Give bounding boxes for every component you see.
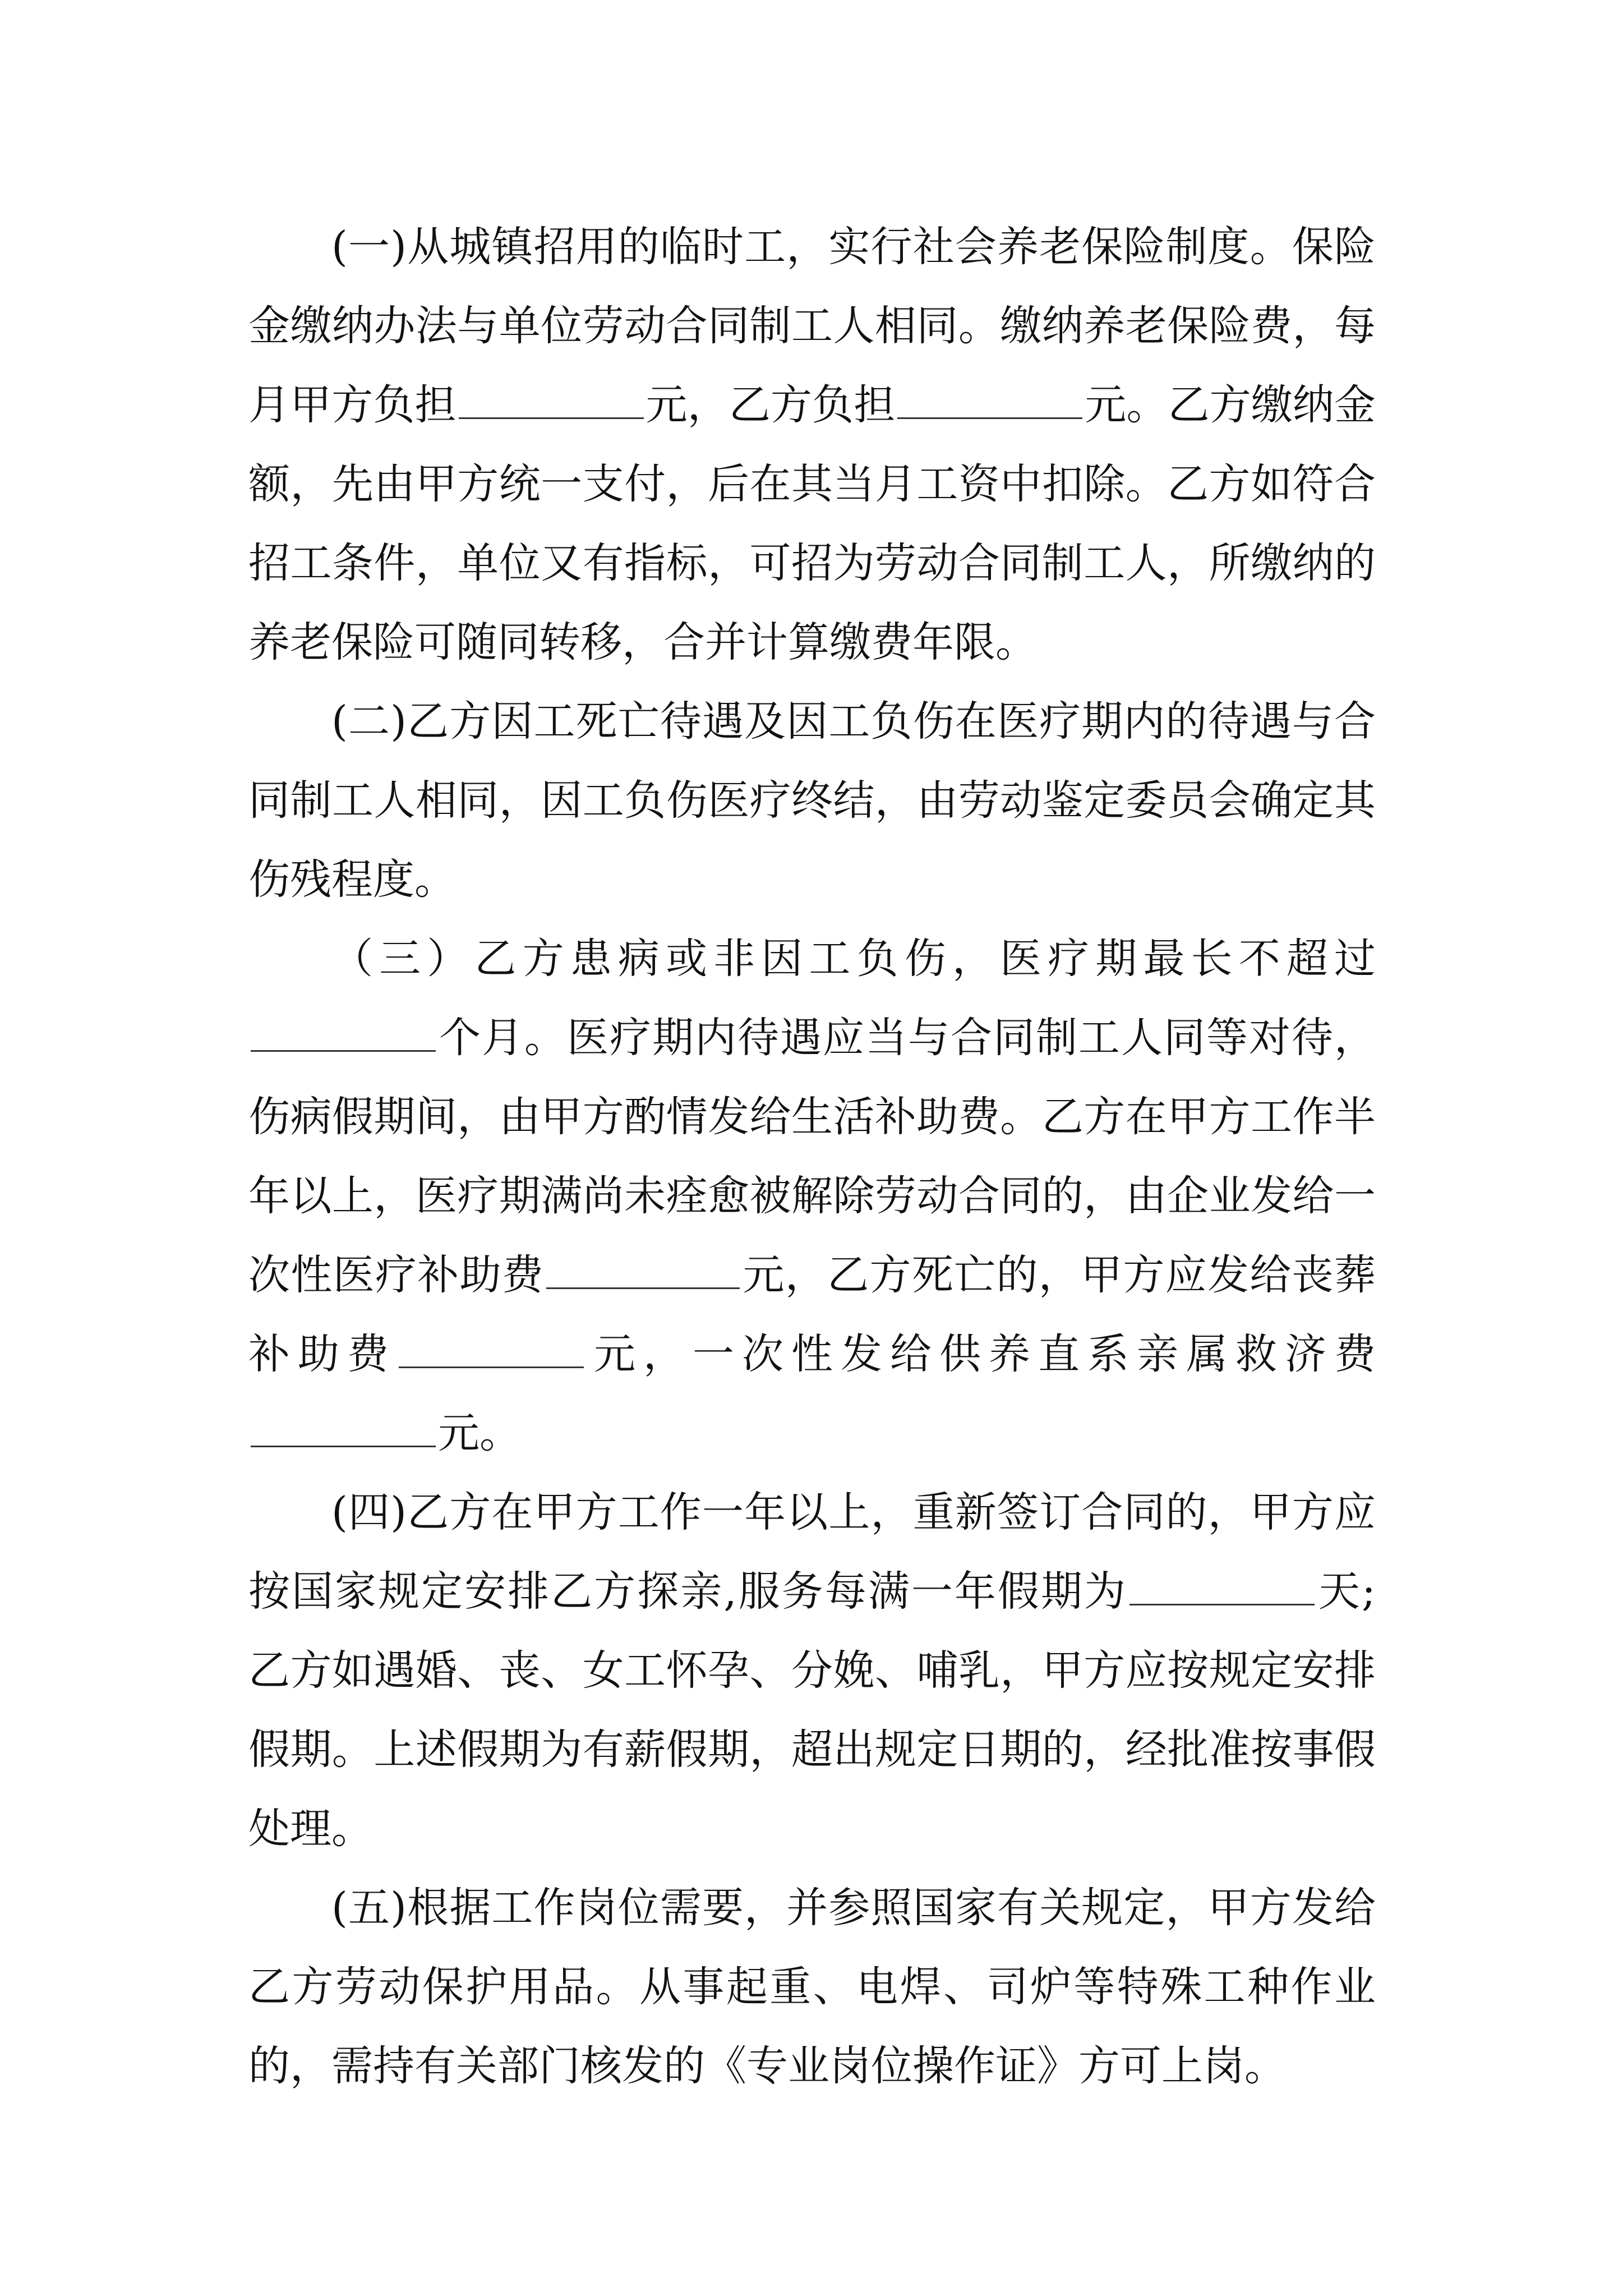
paragraph-3-text-3: 元，乙方死亡的，甲方应发给丧葬补助费	[248, 1251, 1376, 1378]
paragraph-5	[248, 1869, 1376, 2106]
paragraph-1-text-3: 元。乙方缴纳金额，先由甲方统一支付，后在其当月工资中扣除。乙方如符合招工条件，单位又有指标，可招为劳动合同制工人，所缴纳的养老保险可随同转移，合并计算缴费年限。	[248, 381, 1376, 666]
paragraph-1-text-1: (一)从城镇招用的临时工，实行社会养老保险制度。保险金缴纳办法与单位劳动合同制工人相同。缴纳养老保险费，每月甲方负担	[248, 223, 1376, 429]
paragraph-3-text-1: （三）乙方患病或非因工负伤，医疗期最长不超过	[331, 935, 1376, 983]
blank-line	[399, 1333, 584, 1368]
paragraph-4	[248, 1473, 1376, 1869]
blank-line	[897, 384, 1082, 419]
paragraph-1	[248, 208, 1376, 682]
paragraph-3-text-4: 元，一次性发给供养直系亲属救济费	[586, 1330, 1376, 1378]
paragraph-4-text-2: 天;乙方如遇婚、丧、女工怀孕、分娩、哺乳，甲方应按规定安排假期。上述假期为有薪假期，超出规定日期的，经批准按事假处理。	[248, 1567, 1376, 1853]
document-body	[248, 208, 1376, 2106]
blank-line	[251, 1412, 436, 1447]
paragraph-4-text-1: (四)乙方在甲方工作一年以上，重新签订合同的，甲方应按国家规定安排乙方探亲,服务每满一年假期为	[248, 1488, 1376, 1616]
blank-line	[251, 1016, 436, 1052]
paragraph-3-text-5: 元。	[438, 1409, 521, 1457]
blank-line	[546, 1254, 740, 1289]
paragraph-5-text-1: (五)根据工作岗位需要，并参照国家有关规定，甲方发给乙方劳动保护用品。从事起重、电焊、司炉等特殊工种作业的，需持有关部门核发的《专业岗位操作证》方可上岗。	[248, 1884, 1376, 2090]
paragraph-3	[248, 919, 1376, 1473]
blank-line	[459, 384, 644, 419]
paragraph-1-text-2: 元，乙方负担	[645, 381, 896, 429]
paragraph-2	[248, 682, 1376, 919]
blank-line	[1129, 1570, 1315, 1605]
paragraph-2-text-1: (二)乙方因工死亡待遇及因工负伤在医疗期内的待遇与合同制工人相同，因工负伤医疗终结，由劳动鉴定委员会确定其伤残程度。	[248, 697, 1376, 904]
paragraph-3-text-2: 个月。医疗期内待遇应当与合同制工人同等对待，伤病假期间，由甲方酌情发给生活补助费。乙方在甲方工作半年以上，医疗期满尚未痊愈被解除劳动合同的，由企业发给一次性医疗补助费	[248, 1014, 1376, 1299]
